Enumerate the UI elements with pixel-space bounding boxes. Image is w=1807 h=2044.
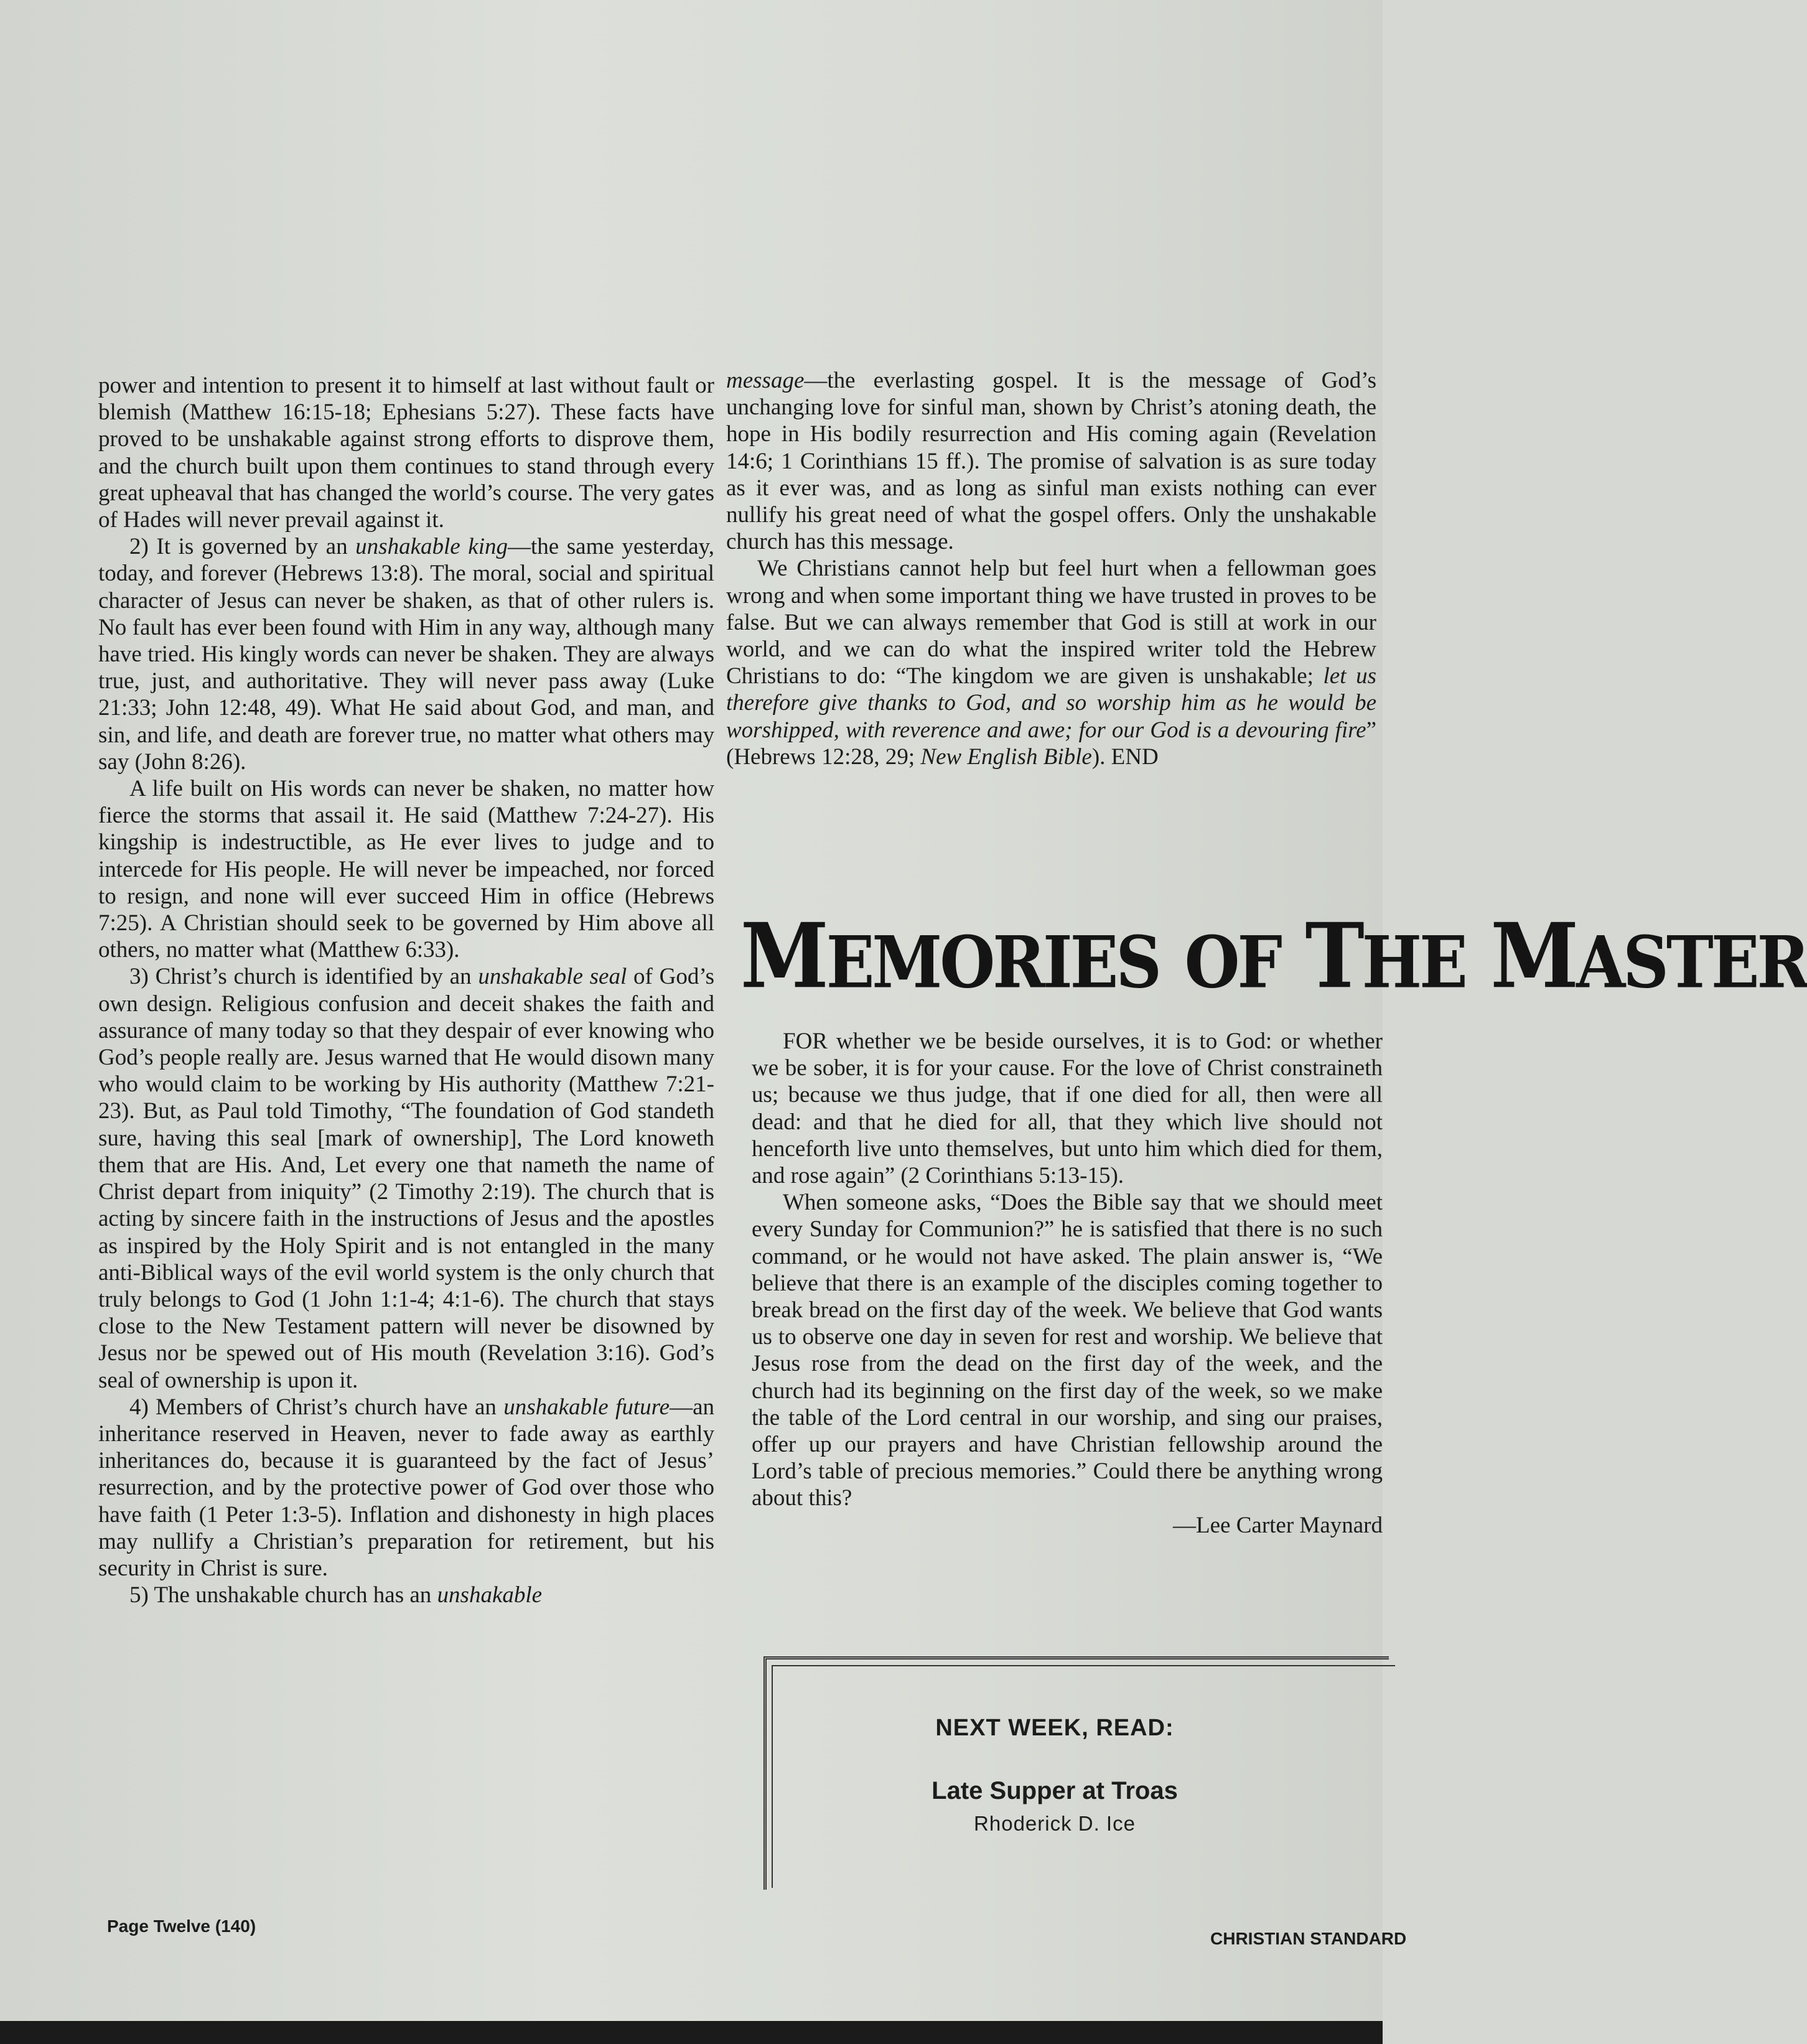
paragraph: 5) The unshakable church has an unshakable: [129, 1582, 543, 1608]
paragraph: message—the everlasting gospel. It is the message of God’s unchanging love for sinful man, shown by Christ’s atoning death, the hope in His bodily resurrection and His coming again (Revelation 14:6; 1 Corinthians 15 ff.). The promise of salvation is as sure today as it ever was, and as long as sinful man exists nothing can ever nullify his great need of what the gospel offers. Only the unshakable church has this message.: [726, 368, 1376, 555]
paragraph: We Christians cannot help but feel hurt when a fellowman goes wrong and when some important thing we have trusted in proves to be false. But we can always remember that God is still at work in our world, and we can do what the inspired writer told the Hebrew Christians to do: “The kingdom we are given is unshakable; let us therefore give thanks to God, and so worship him as he would be worshipped, with reverence and awe; for our God is a devouring fire” (Hebrews 12:28, 29; New English Bible). END: [726, 556, 1376, 770]
publication-name: CHRISTIAN STANDARD: [1210, 1929, 1407, 1948]
next-week-author: Rhoderick D. Ice: [974, 1812, 1136, 1835]
end-mark: END: [1111, 744, 1159, 770]
right-article-column: [726, 367, 1376, 770]
next-week-box-inner-frame: [772, 1665, 1395, 1888]
paragraph: power and intention to present it to himself at last without fault or blemish (Matthew 16:15-18; Ephesians 5:27). These facts have proved to be unshakable against strong efforts to disprove them, and the church built upon them continues to stand through every great upheaval that has changed the world’s course. The very gates of Hades will never prevail against it.: [98, 373, 714, 533]
paragraph: When someone asks, “Does the Bible say that we should meet every Sunday for Communion?” he is satisfied that there is no such command, or he would not have asked. The plain answer is, “We believe that there is an example of the disciples coming together to break bread on the first day of the week. We believe that God wants us to observe one day in seven for rest and worship. We believe that Jesus rose from the dead on the first day of the week, and the church had its beginning on the first day of the week, so we make the table of the Lord central in our worship, and sing our praises, offer up our prayers and have Christian fellowship around the Lord’s table of precious memories.” Could there be anything wrong about this?: [752, 1190, 1383, 1511]
next-week-heading: NEXT WEEK, READ:: [935, 1715, 1174, 1741]
paragraph: A life built on His words can never be shaken, no matter how fierce the storms that assail it. He said (Matthew 7:24-27). His kingship is indestructible, as He ever lives to judge and to intercede for His people. He will never be impeached, nor forced to resign, and none will ever succeed Him in office (Hebrews 7:25). A Christian should seek to be governed by Him above all others, no matter what (Matthew 6:33).: [98, 776, 714, 963]
author-signature: —Lee Carter Maynard: [1173, 1512, 1383, 1538]
memories-masthead: MEMORIES OF THE MASTER: [740, 904, 1807, 1009]
scan-edge: [0, 2021, 1383, 2044]
next-week-article-title: Late Supper at Troas: [932, 1777, 1178, 1804]
paragraph: FOR whether we be beside ourselves, it is to God: or whether we be sober, it is for your cause. For the love of Christ constraineth us; because we thus judge, that if one died for all, then were all dead: and that he died for all, that they which live should not henceforth live unto themselves, but unto him which died for them, and rose again” (2 Corinthians 5:13-15).: [752, 1029, 1383, 1189]
paragraph: 2) It is governed by an unshakable king—the same yesterday, today, and forever (Hebrews 13:8). The moral, social and spiritual character of Jesus can never be shaken, as that of other rulers is. No fault has ever been found with Him in any way, although many have tried. His kingly words can never be shaken. They are always true, just, and authoritative. They will never pass away (Luke 21:33; John 12:48, 49). What He said about God, and man, and sin, and life, and death are forever true, no matter what others may say (John 8:26).: [98, 534, 714, 775]
memories-column: [752, 1028, 1383, 1539]
left-article-column: [98, 372, 714, 1608]
page-number: Page Twelve (140): [107, 1916, 256, 1936]
paragraph: 3) Christ’s church is identified by an unshakable seal of God’s own design. Religious confusion and deceit shakes the faith and assurance of many today so that they despair of ever knowing who God’s people really are. Jesus warned that He would disown many who would claim to be working by His authority (Matthew 7:21-23). But, as Paul told Timothy, “The foundation of God standeth sure, having this seal [mark of ownership], The Lord knoweth them that are His. And, Let every one that nameth the name of Christ depart from iniquity” (2 Timothy 2:19). The church that is acting by sincere faith in the instructions of Jesus and the apostles as inspired by the Holy Spirit and is not entangled in the many anti-Biblical ways of the evil world system is the only church that truly belongs to God (1 John 1:1-4; 4:1-6). The church that stays close to the New Testament pattern will never be disowned by Jesus nor be spewed out of His mouth (Revelation 3:16). God’s seal of ownership is upon it.: [98, 964, 714, 1393]
paragraph: 4) Members of Christ’s church have an unshakable future—an inheritance reserved in Heaven, never to fade away as earthly inheritances do, because it is guaranteed by the fact of Jesus’ resurrection, and by the protective power of God over those who have faith (1 Peter 1:3-5). Inflation and dishonesty in high places may nullify a Christian’s preparation for retirement, but his security in Christ is sure.: [98, 1394, 714, 1581]
